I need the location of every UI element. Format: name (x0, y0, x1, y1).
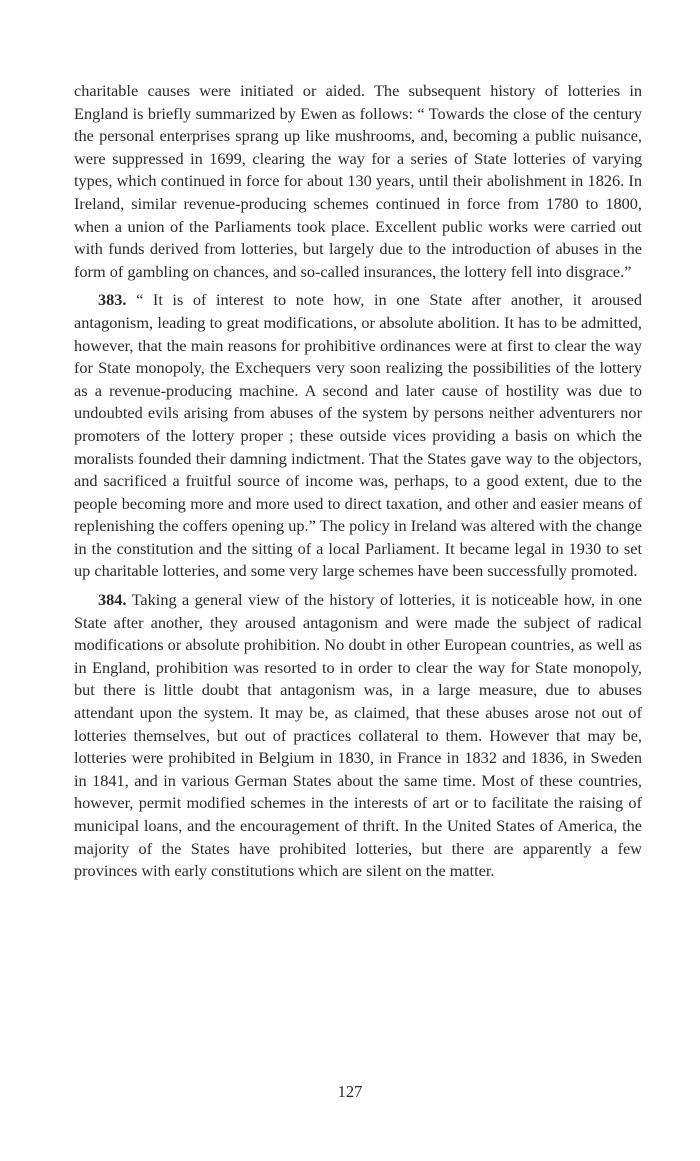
paragraph-383 (74, 289, 642, 583)
page-number: 127 (337, 1082, 363, 1101)
paragraph-number: 384. (98, 590, 127, 610)
page-body (74, 80, 642, 883)
paragraph-text: “ It is of interest to note how, in one State after another, it aroused antagonism, leading to great modifications, or absolute abolition. It has to be admitted, however, that the main reasons for prohibitive ordinances were at first to clear the way for State monopoly, the Exchequers very soon realizing the possibilities of the lottery as a revenue-producing machine. A second and later cause of hostility was due to undoubted evils arising from abuses of the system by persons neither adventurers nor promoters of the lottery proper ; these outside vices providing a basis on which the moralists founded their damning indictment. That the States gave way to the objectors, and sacrificed a fruitful source of income was, perhaps, to a good extent, due to the people becoming more and more used to direct taxation, and other and easier means of replenishing the coffers opening up.” The policy in Ireland was altered with the change in the constitution and the sitting of a local Parliament. It became legal in 1930 to set up charitable lotteries, and some very large schemes have been successfully promoted. (74, 290, 642, 581)
paragraph-384 (74, 589, 642, 883)
paragraph-text: Taking a general view of the history of lotteries, it is noticeable how, in one State after another, they aroused antagonism and were made the subject of radical modifications or absolute prohibition. No doubt in other European countries, as well as in England, prohibition was resorted to in order to clear the way for State monopoly, but there is little doubt that antagonism was, in a large measure, due to abuses attendant upon the system. It may be, as claimed, that these abuses arose not out of lotteries themselves, but out of practices collateral to them. However that may be, lotteries were prohibited in Belgium in 1830, in France in 1832 and 1836, in Sweden in 1841, and in various German States about the same time. Most of these countries, however, permit modified schemes in the interests of art or to facilitate the raising of municipal loans, and the encouragement of thrift. In the United States of America, the majority of the States have prohibited lotteries, but there are apparently a few provinces with early constitutions which are silent on the matter. (74, 590, 642, 881)
paragraph-continued (74, 80, 642, 283)
paragraph-text: charitable causes were initiated or aided. The subsequent history of lotteries in England is briefly summarized by Ewen as follows: “ Towards the close of the century the personal enterprises sprang up like mushrooms, and, becoming a public nuisance, were suppressed in 1699, clearing the way for a series of State lotteries of varying types, which continued in force for about 130 years, until their abolishment in 1826. In Ireland, similar revenue-producing schemes continued in force from 1780 to 1800, when a union of the Parliaments took place. Excellent public works were carried out with funds derived from lotteries, but largely due to the introduction of abuses in the form of gambling on chances, and so-called insurances, the lottery fell into disgrace.” (74, 81, 642, 281)
paragraph-number: 383. (98, 290, 127, 310)
